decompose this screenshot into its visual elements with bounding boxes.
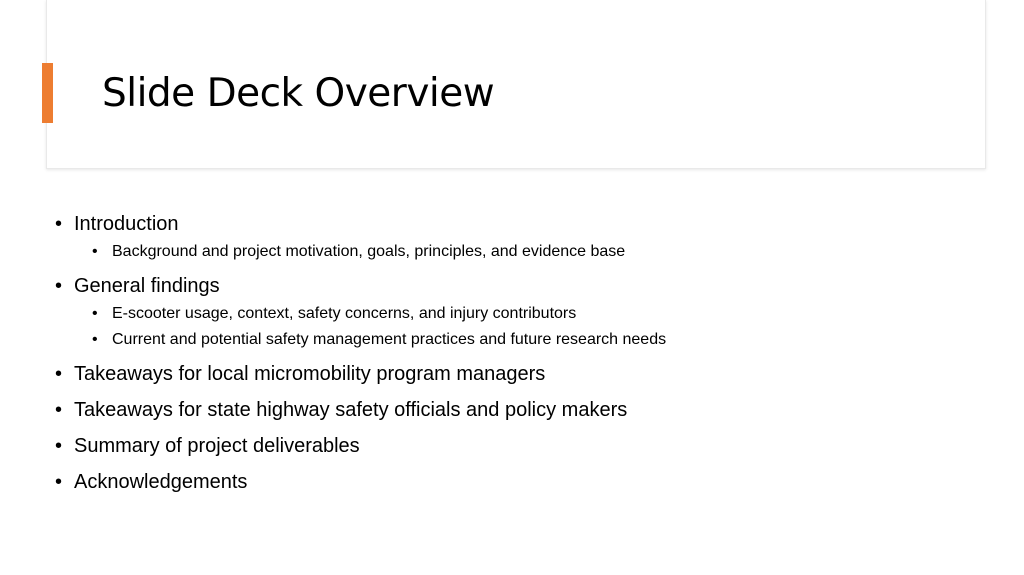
bullet-item-acknowledgements — [55, 470, 247, 494]
bullet-icon: • — [55, 213, 63, 235]
sub-bullet-item-background — [92, 242, 625, 262]
bullet-text: General findings — [74, 275, 220, 297]
bullet-text: Summary of project deliverables — [74, 435, 360, 457]
bullet-item-general-findings — [55, 274, 220, 298]
bullet-text: Background and project motivation, goals, principles, and evidence base — [112, 243, 626, 260]
bullet-item-state-takeaways — [55, 398, 627, 422]
sub-bullet-item-safety-practices — [92, 330, 666, 350]
bullet-text: Takeaways for state highway safety officials and policy makers — [74, 399, 628, 421]
sub-bullet-item-escooter-usage — [92, 304, 576, 324]
bullet-icon: • — [55, 363, 63, 385]
bullet-item-local-takeaways — [55, 362, 545, 386]
bullet-icon: • — [55, 471, 63, 493]
bullet-text: Acknowledgements — [74, 471, 248, 493]
bullet-text: Takeaways for local micromobility program managers — [74, 363, 546, 385]
bullet-icon: • — [92, 243, 98, 260]
bullet-icon: • — [92, 331, 98, 348]
bullet-icon: • — [92, 305, 98, 322]
bullet-icon: • — [55, 399, 63, 421]
bullet-icon: • — [55, 275, 63, 297]
bullet-item-introduction — [55, 212, 179, 236]
bullet-text: Introduction — [74, 213, 179, 235]
slide-title: Slide Deck Overview — [102, 71, 495, 116]
bullet-item-deliverables — [55, 434, 360, 458]
bullet-text: Current and potential safety management practices and future research needs — [112, 331, 667, 348]
bullet-icon: • — [55, 435, 63, 457]
bullet-text: E-scooter usage, context, safety concerns, and injury contributors — [112, 305, 577, 322]
